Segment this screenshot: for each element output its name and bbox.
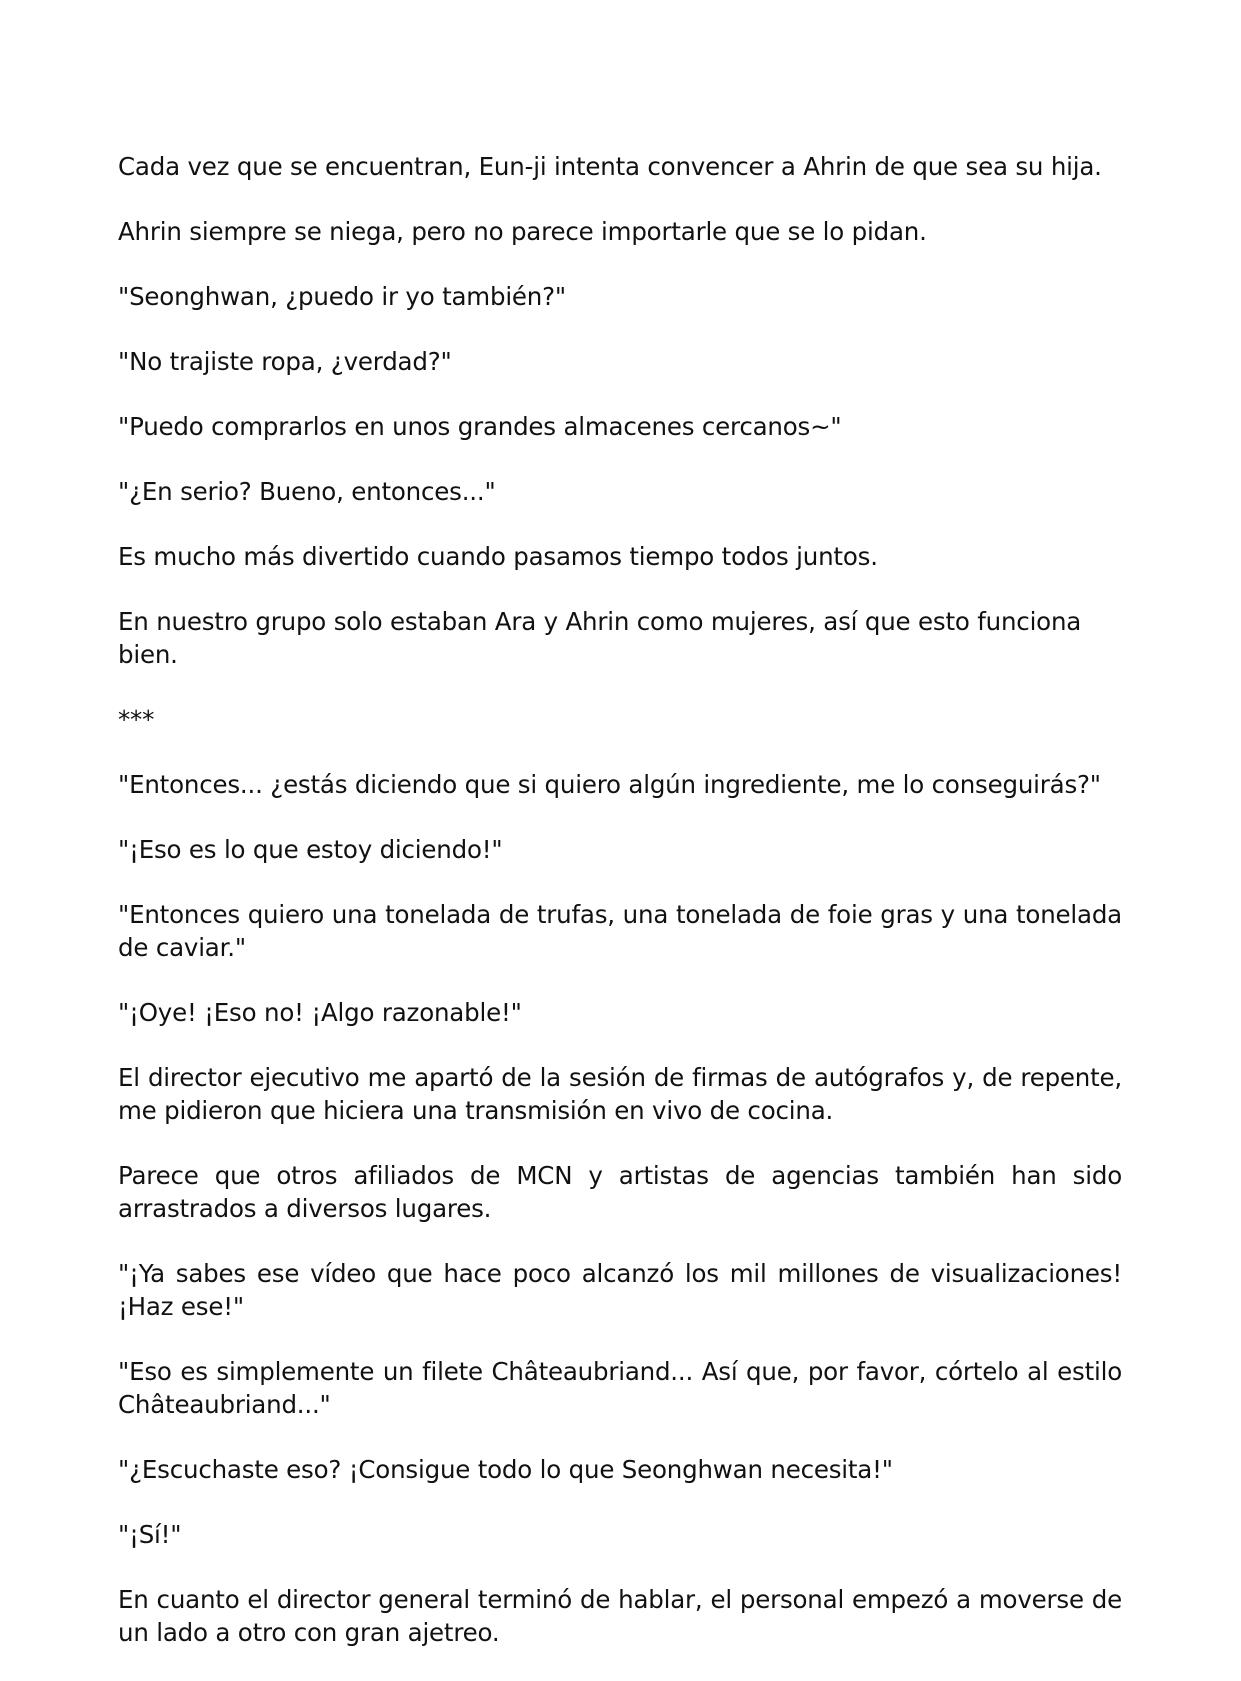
paragraph: Es mucho más divertido cuando pasamos tiempo todos juntos. <box>118 542 878 571</box>
paragraph: "¿En serio? Bueno, entonces..." <box>118 477 496 506</box>
paragraph: "No trajiste ropa, ¿verdad?" <box>118 347 452 376</box>
paragraph: "¡Oye! ¡Eso no! ¡Algo razonable!" <box>118 998 522 1027</box>
paragraph: Cada vez que se encuentran, Eun-ji intenta convencer a Ahrin de que sea su hija. <box>118 152 1102 181</box>
paragraph: "Eso es simplemente un filete Châteaubriand... Así que, por favor, córtelo al estilo Châteaubriand..." <box>118 1357 1122 1419</box>
paragraph: "¡Ya sabes ese vídeo que hace poco alcanzó los mil millones de visualizaciones! ¡Haz ese!" <box>118 1259 1122 1321</box>
document-body <box>118 150 1122 1681</box>
paragraph: En nuestro grupo solo estaban Ara y Ahrin como mujeres, así que esto funciona bien. <box>118 607 1082 669</box>
paragraph: "Entonces... ¿estás diciendo que si quiero algún ingrediente, me lo conseguirás?" <box>118 770 1101 799</box>
paragraph: "¿Escuchaste eso? ¡Consigue todo lo que Seonghwan necesita!" <box>118 1455 893 1484</box>
paragraph: En cuanto el director general terminó de hablar, el personal empezó a moverse de un lado a otro con gran ajetreo. <box>118 1585 1122 1647</box>
paragraph: "Seonghwan, ¿puedo ir yo también?" <box>118 282 566 311</box>
scene-break: *** <box>118 705 155 734</box>
paragraph: "Entonces quiero una tonelada de trufas, una tonelada de foie gras y una tonelada de caviar." <box>118 900 1122 962</box>
paragraph: Ahrin siempre se niega, pero no parece importarle que se lo pidan. <box>118 217 927 246</box>
paragraph: "Puedo comprarlos en unos grandes almacenes cercanos~" <box>118 412 842 441</box>
paragraph: Parece que otros afiliados de MCN y artistas de agencias también han sido arrastrados a diversos lugares. <box>118 1161 1122 1223</box>
paragraph: "¡Eso es lo que estoy diciendo!" <box>118 835 503 864</box>
paragraph: El director ejecutivo me apartó de la sesión de firmas de autógrafos y, de repente, me pidieron que hiciera una transmisión en vivo de cocina. <box>118 1063 1122 1125</box>
paragraph: "¡Sí!" <box>118 1520 182 1549</box>
